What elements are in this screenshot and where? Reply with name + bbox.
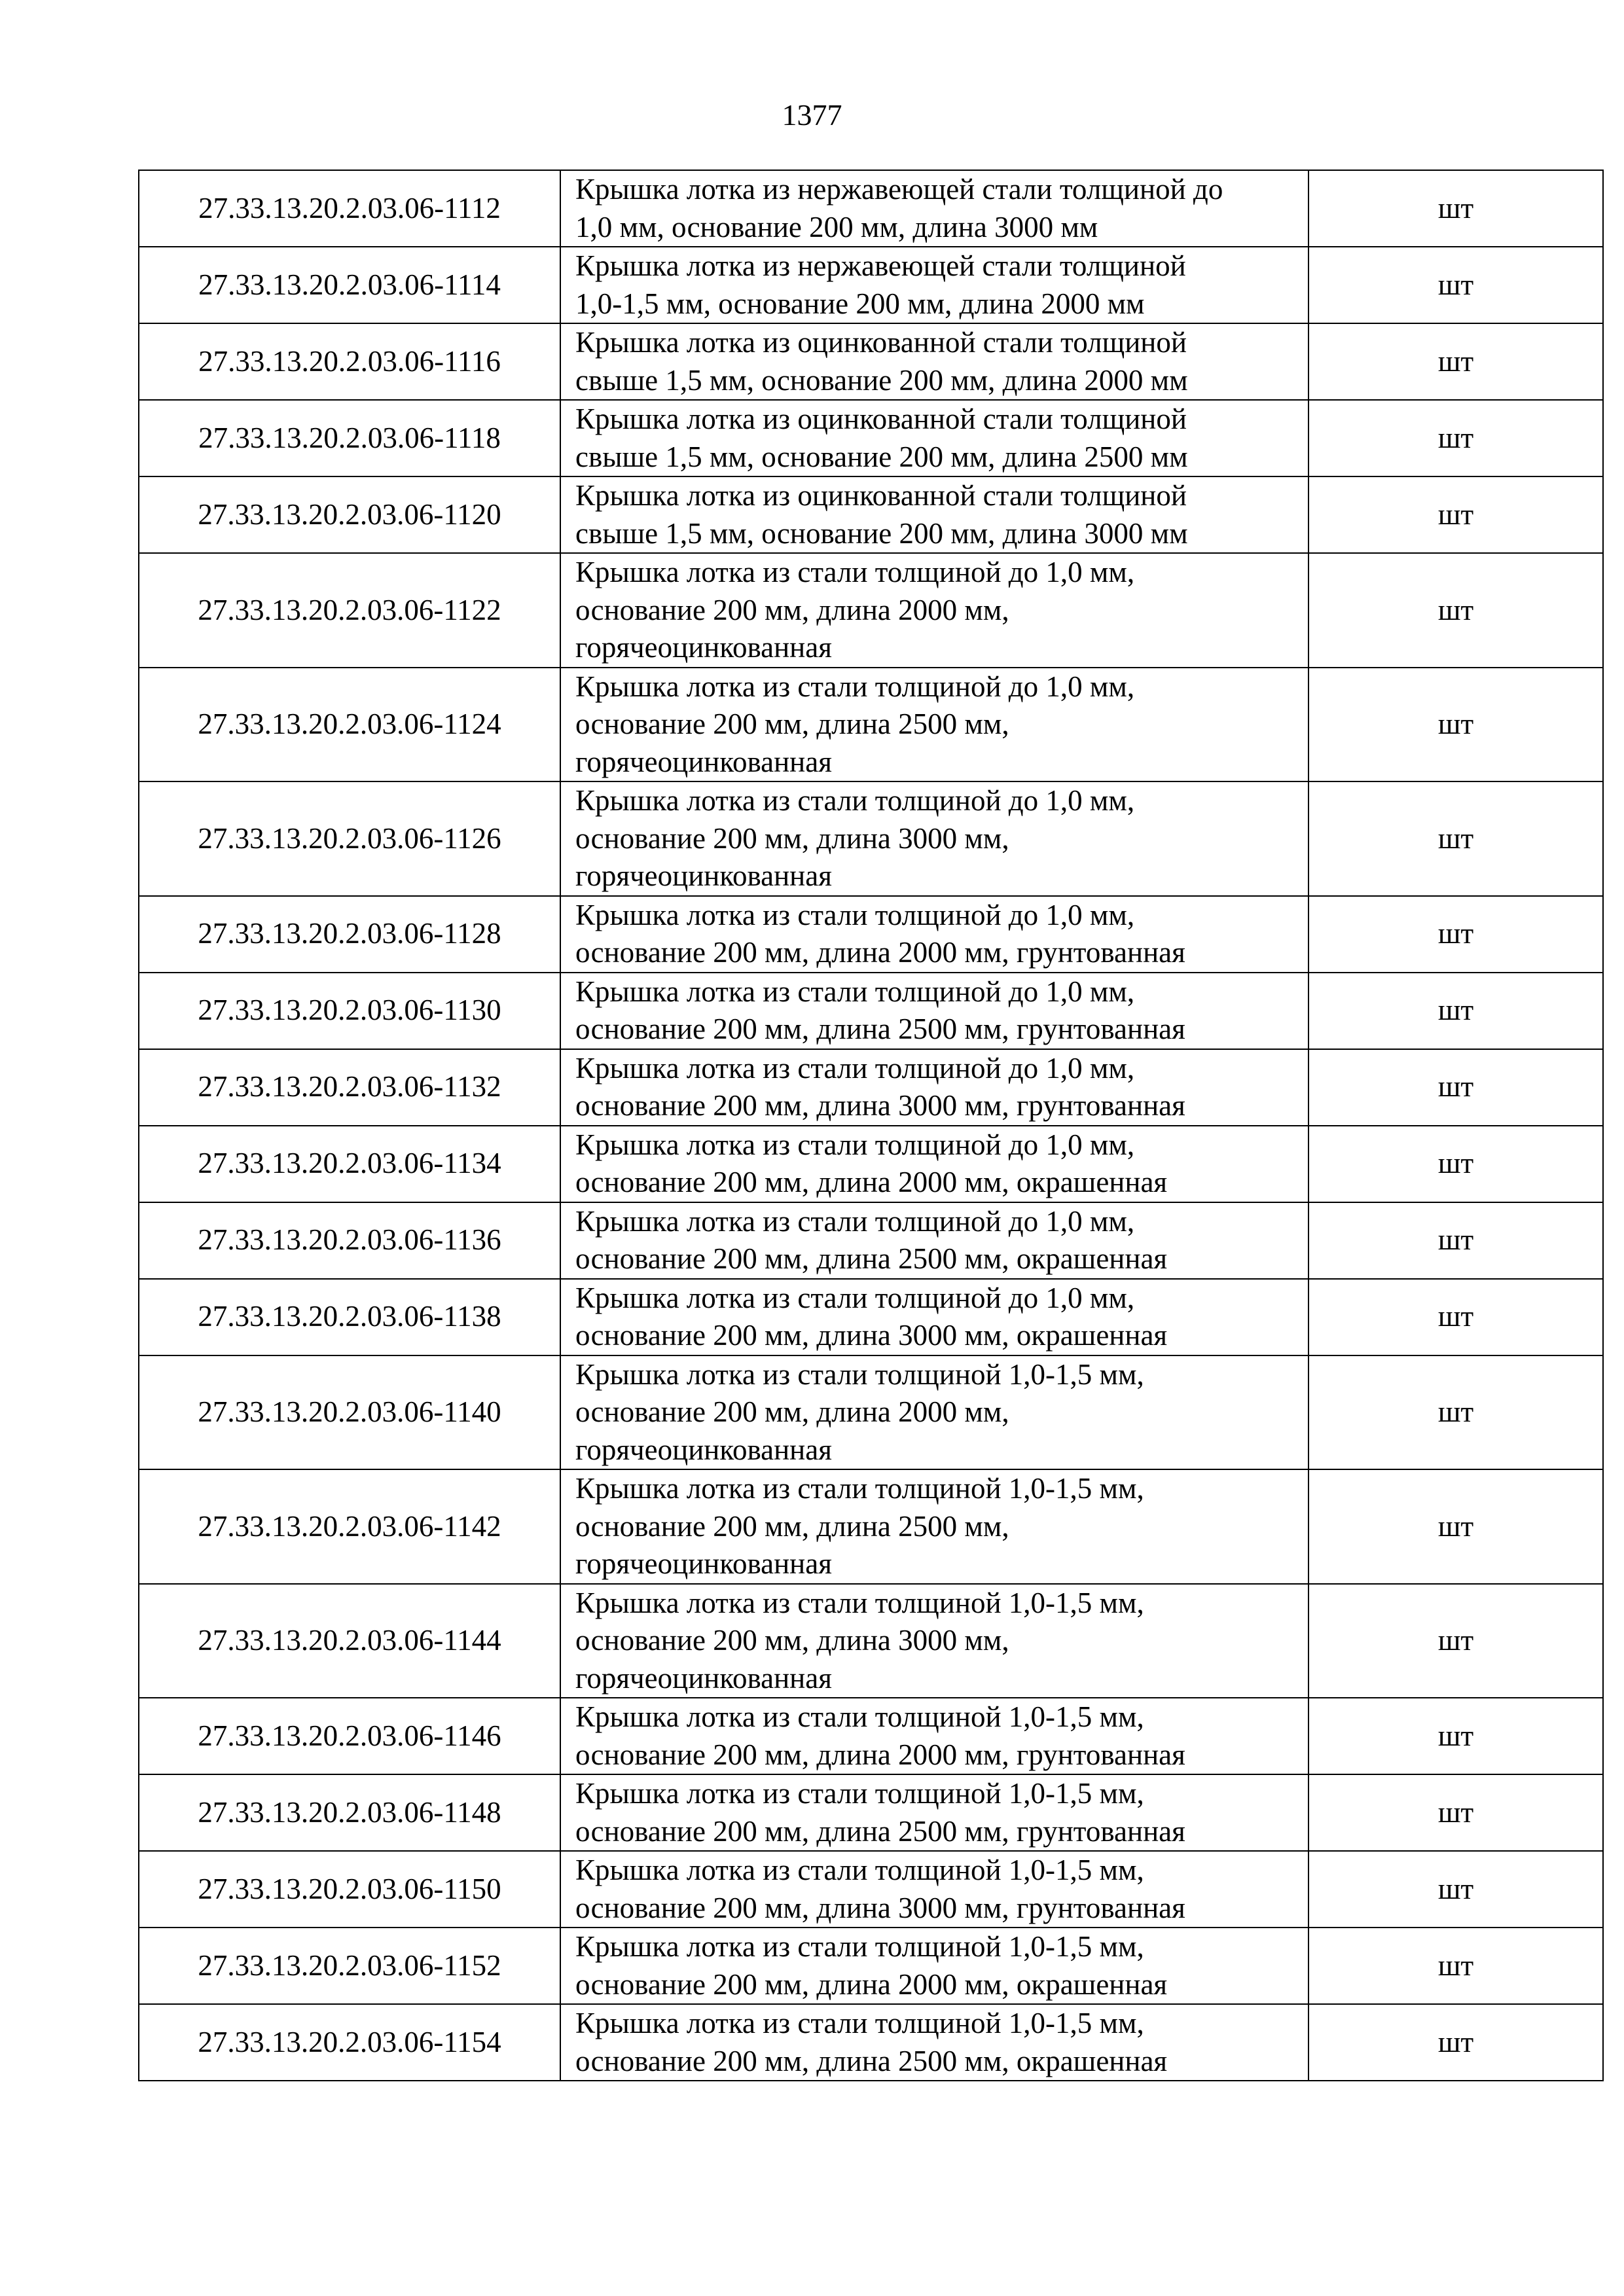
description-line: Крышка лотка из стали толщиной 1,0-1,5 мм, bbox=[575, 2007, 1144, 2039]
item-description bbox=[560, 1049, 1308, 1126]
description-line: 1,0-1,5 мм, основание 200 мм, длина 2000 мм bbox=[575, 287, 1145, 320]
item-unit: шт bbox=[1308, 1928, 1603, 2004]
description-line: Крышка лотка из стали толщиной 1,0-1,5 мм, bbox=[575, 1930, 1144, 1963]
item-unit: шт bbox=[1308, 1584, 1603, 1698]
item-description bbox=[560, 1469, 1308, 1584]
page-number: 1377 bbox=[782, 98, 842, 132]
description-line: Крышка лотка из стали толщиной до 1,0 мм, bbox=[575, 1281, 1135, 1314]
description-line: Крышка лотка из нержавеющей стали толщиной до bbox=[575, 173, 1223, 206]
description-line: основание 200 мм, длина 2000 мм, bbox=[575, 593, 1009, 626]
item-unit: шт bbox=[1308, 1355, 1603, 1470]
item-code: 27.33.13.20.2.03.06-1114 bbox=[139, 247, 560, 323]
item-unit: шт bbox=[1308, 323, 1603, 400]
description-line: основание 200 мм, длина 2500 мм, bbox=[575, 708, 1009, 740]
item-unit: шт bbox=[1308, 1049, 1603, 1126]
description-line: Крышка лотка из стали толщиной 1,0-1,5 мм, bbox=[575, 1777, 1144, 1810]
item-code: 27.33.13.20.2.03.06-1128 bbox=[139, 896, 560, 973]
item-code: 27.33.13.20.2.03.06-1152 bbox=[139, 1928, 560, 2004]
description-line: свыше 1,5 мм, основание 200 мм, длина 2500 мм bbox=[575, 440, 1188, 473]
item-description bbox=[560, 1126, 1308, 1202]
item-code: 27.33.13.20.2.03.06-1134 bbox=[139, 1126, 560, 1202]
description-line: Крышка лотка из стали толщиной до 1,0 мм, bbox=[575, 784, 1135, 817]
item-unit: шт bbox=[1308, 896, 1603, 973]
item-unit: шт bbox=[1308, 781, 1603, 896]
description-line: основание 200 мм, длина 3000 мм, окрашенная bbox=[575, 1319, 1168, 1352]
description-line: горячеоцинкованная bbox=[575, 859, 832, 892]
table-row bbox=[139, 553, 1603, 668]
item-unit: шт bbox=[1308, 170, 1603, 247]
description-line: Крышка лотка из стали толщиной 1,0-1,5 мм, bbox=[575, 1357, 1144, 1391]
item-unit: шт bbox=[1308, 1126, 1603, 1202]
description-line: Крышка лотка из стали толщиной 1,0-1,5 мм, bbox=[575, 1854, 1144, 1886]
item-code: 27.33.13.20.2.03.06-1124 bbox=[139, 668, 560, 782]
description-line: свыше 1,5 мм, основание 200 мм, длина 3000 мм bbox=[575, 516, 1188, 550]
item-description bbox=[560, 2004, 1308, 2081]
item-description bbox=[560, 323, 1308, 400]
item-unit: шт bbox=[1308, 2004, 1603, 2081]
description-line: Крышка лотка из стали толщиной до 1,0 мм, bbox=[575, 1204, 1135, 1238]
description-line: основание 200 мм, длина 2000 мм, окрашенная bbox=[575, 1166, 1168, 1198]
table-row bbox=[139, 668, 1603, 782]
item-code: 27.33.13.20.2.03.06-1132 bbox=[139, 1049, 560, 1126]
description-line: основание 200 мм, длина 2000 мм, окрашенная bbox=[575, 1967, 1168, 2001]
description-line: основание 200 мм, длина 2500 мм, bbox=[575, 1509, 1009, 1543]
description-line: Крышка лотка из оцинкованной стали толщиной bbox=[575, 403, 1187, 435]
item-description bbox=[560, 476, 1308, 553]
item-unit: шт bbox=[1308, 1774, 1603, 1851]
description-line: Крышка лотка из стали толщиной до 1,0 мм, bbox=[575, 556, 1135, 588]
description-line: горячеоцинкованная bbox=[575, 631, 832, 664]
item-description bbox=[560, 1698, 1308, 1774]
item-description bbox=[560, 668, 1308, 782]
item-description bbox=[560, 170, 1308, 247]
description-line: Крышка лотка из оцинкованной стали толщиной bbox=[575, 326, 1187, 359]
item-code: 27.33.13.20.2.03.06-1150 bbox=[139, 1851, 560, 1928]
table-row bbox=[139, 476, 1603, 553]
description-line: Крышка лотка из стали толщиной 1,0-1,5 мм, bbox=[575, 1586, 1144, 1619]
item-description bbox=[560, 1774, 1308, 1851]
description-line: основание 200 мм, длина 3000 мм, bbox=[575, 1624, 1009, 1657]
description-line: основание 200 мм, длина 2500 мм, окрашенная bbox=[575, 1242, 1168, 1275]
item-description bbox=[560, 1851, 1308, 1928]
description-line: основание 200 мм, длина 2000 мм, bbox=[575, 1395, 1009, 1428]
item-description bbox=[560, 553, 1308, 668]
description-line: основание 200 мм, длина 2500 мм, окрашенная bbox=[575, 2044, 1168, 2077]
item-description bbox=[560, 1355, 1308, 1470]
item-description bbox=[560, 1928, 1308, 2004]
items-table-body bbox=[139, 170, 1603, 2081]
item-code: 27.33.13.20.2.03.06-1144 bbox=[139, 1584, 560, 1698]
items-table bbox=[138, 170, 1604, 2081]
item-description bbox=[560, 896, 1308, 973]
item-description bbox=[560, 973, 1308, 1049]
item-code: 27.33.13.20.2.03.06-1136 bbox=[139, 1202, 560, 1279]
description-line: основание 200 мм, длина 3000 мм, грунтованная bbox=[575, 1891, 1185, 1924]
table-row bbox=[139, 2004, 1603, 2081]
item-code: 27.33.13.20.2.03.06-1146 bbox=[139, 1698, 560, 1774]
description-line: горячеоцинкованная bbox=[575, 1433, 832, 1466]
description-line: основание 200 мм, длина 2000 мм, грунтованная bbox=[575, 936, 1185, 969]
table-row bbox=[139, 1698, 1603, 1774]
item-description bbox=[560, 1202, 1308, 1279]
item-unit: шт bbox=[1308, 668, 1603, 782]
item-code: 27.33.13.20.2.03.06-1138 bbox=[139, 1279, 560, 1355]
item-code: 27.33.13.20.2.03.06-1116 bbox=[139, 323, 560, 400]
description-line: свыше 1,5 мм, основание 200 мм, длина 2000 мм bbox=[575, 363, 1188, 397]
item-description bbox=[560, 400, 1308, 476]
item-code: 27.33.13.20.2.03.06-1148 bbox=[139, 1774, 560, 1851]
description-line: 1,0 мм, основание 200 мм, длина 3000 мм bbox=[575, 210, 1098, 243]
table-row bbox=[139, 896, 1603, 973]
description-line: основание 200 мм, длина 3000 мм, bbox=[575, 821, 1009, 855]
table-row bbox=[139, 1355, 1603, 1470]
description-line: Крышка лотка из стали толщиной до 1,0 мм, bbox=[575, 670, 1135, 703]
item-code: 27.33.13.20.2.03.06-1130 bbox=[139, 973, 560, 1049]
item-unit: шт bbox=[1308, 1698, 1603, 1774]
item-unit: шт bbox=[1308, 553, 1603, 668]
table-row bbox=[139, 1049, 1603, 1126]
description-line: основание 200 мм, длина 2000 мм, грунтованная bbox=[575, 1738, 1185, 1771]
item-unit: шт bbox=[1308, 247, 1603, 323]
item-description bbox=[560, 1584, 1308, 1698]
description-line: Крышка лотка из стали толщиной 1,0-1,5 мм, bbox=[575, 1700, 1144, 1733]
description-line: Крышка лотка из стали толщиной до 1,0 мм, bbox=[575, 975, 1135, 1008]
table-row bbox=[139, 1126, 1603, 1202]
item-description bbox=[560, 781, 1308, 896]
item-description bbox=[560, 247, 1308, 323]
item-unit: шт bbox=[1308, 476, 1603, 553]
description-line: Крышка лотка из стали толщиной до 1,0 мм, bbox=[575, 1128, 1135, 1161]
description-line: Крышка лотка из стали толщиной 1,0-1,5 мм, bbox=[575, 1472, 1144, 1505]
item-code: 27.33.13.20.2.03.06-1154 bbox=[139, 2004, 560, 2081]
item-description bbox=[560, 1279, 1308, 1355]
table-row bbox=[139, 170, 1603, 247]
item-unit: шт bbox=[1308, 400, 1603, 476]
table-row bbox=[139, 400, 1603, 476]
item-code: 27.33.13.20.2.03.06-1140 bbox=[139, 1355, 560, 1470]
table-row bbox=[139, 247, 1603, 323]
table-row bbox=[139, 781, 1603, 896]
table-row bbox=[139, 323, 1603, 400]
item-code: 27.33.13.20.2.03.06-1122 bbox=[139, 553, 560, 668]
item-unit: шт bbox=[1308, 1469, 1603, 1584]
description-line: основание 200 мм, длина 3000 мм, грунтованная bbox=[575, 1089, 1185, 1122]
description-line: горячеоцинкованная bbox=[575, 1661, 832, 1695]
item-code: 27.33.13.20.2.03.06-1126 bbox=[139, 781, 560, 896]
item-unit: шт bbox=[1308, 1279, 1603, 1355]
description-line: основание 200 мм, длина 2500 мм, грунтованная bbox=[575, 1013, 1185, 1045]
description-line: Крышка лотка из оцинкованной стали толщиной bbox=[575, 479, 1187, 512]
description-line: Крышка лотка из стали толщиной до 1,0 мм, bbox=[575, 1051, 1135, 1085]
table-row bbox=[139, 973, 1603, 1049]
item-unit: шт bbox=[1308, 973, 1603, 1049]
description-line: горячеоцинкованная bbox=[575, 1547, 832, 1580]
item-code: 27.33.13.20.2.03.06-1142 bbox=[139, 1469, 560, 1584]
item-code: 27.33.13.20.2.03.06-1120 bbox=[139, 476, 560, 553]
table-row bbox=[139, 1279, 1603, 1355]
table-row bbox=[139, 1774, 1603, 1851]
description-line: Крышка лотка из стали толщиной до 1,0 мм, bbox=[575, 898, 1135, 931]
table-row bbox=[139, 1469, 1603, 1584]
item-code: 27.33.13.20.2.03.06-1118 bbox=[139, 400, 560, 476]
table-row bbox=[139, 1202, 1603, 1279]
table-row bbox=[139, 1851, 1603, 1928]
table-row bbox=[139, 1928, 1603, 2004]
description-line: Крышка лотка из нержавеющей стали толщиной bbox=[575, 249, 1186, 282]
item-unit: шт bbox=[1308, 1851, 1603, 1928]
table-row bbox=[139, 1584, 1603, 1698]
description-line: горячеоцинкованная bbox=[575, 745, 832, 778]
item-unit: шт bbox=[1308, 1202, 1603, 1279]
description-line: основание 200 мм, длина 2500 мм, грунтованная bbox=[575, 1814, 1185, 1848]
item-code: 27.33.13.20.2.03.06-1112 bbox=[139, 170, 560, 247]
